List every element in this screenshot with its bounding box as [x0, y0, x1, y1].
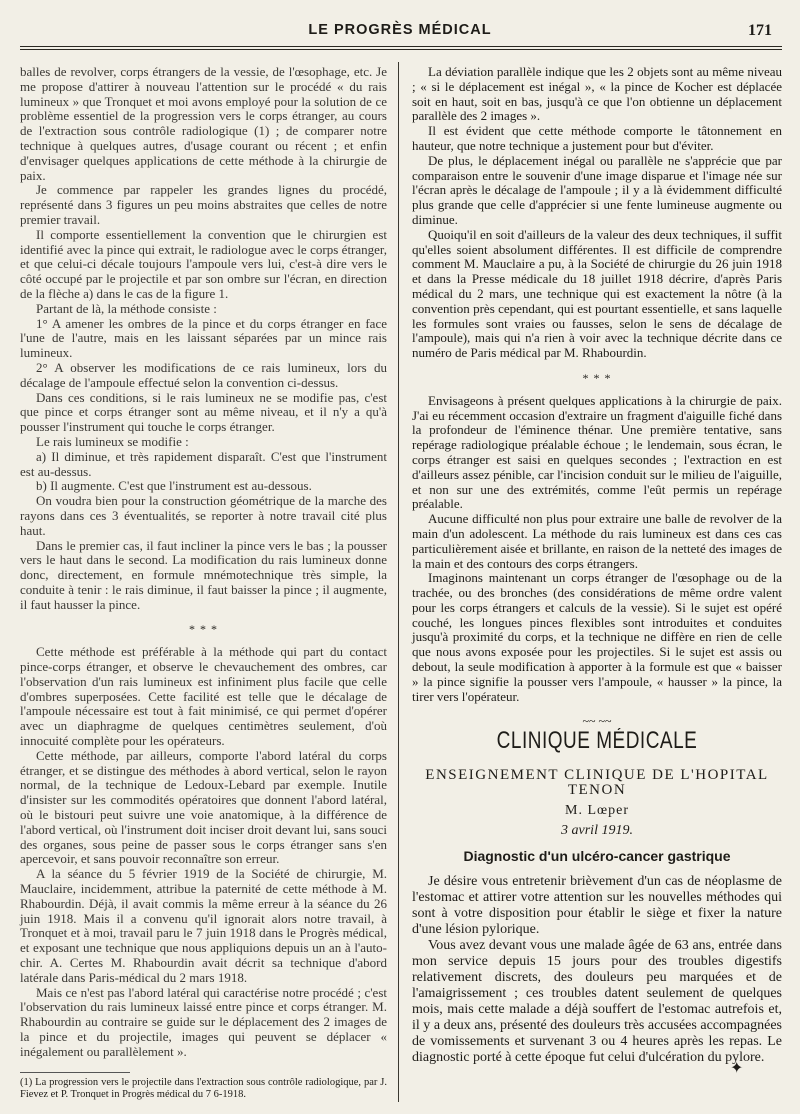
paragraph: On voudra bien pour la construction géométrique de la marche des rayons dans ces 3 éventualités, se reporter à notre travail cité plus haut.	[20, 493, 387, 538]
subsection-title: ENSEIGNEMENT CLINIQUE DE L'HOPITAL TENON	[425, 767, 769, 798]
right-column	[412, 65, 782, 1066]
paragraph: Aucune difficulté non plus pour extraire une balle de revolver de la main d'un adolescent. La méthode du rais lumineux est dans ces cas particulièrement aisée et brillante, en raison de la netteté des images de la main et des contours des corps étrangers.	[412, 511, 782, 571]
paragraph: Vous avez devant vous une malade âgée de 63 ans, entrée dans mon service depuis 15 jours pour des troubles digestifs relativement discrets, des douleurs peu marquées et de l'amaigrissement ; ces troubles datent seulement de quelques mois, mais cette malade a déjà souffert de l'estomac autrefois et, il y a deux ans, présenté des douleurs très accusées accompagnées de vomissements et survenant 3 ou 4 heures après les repas. Le diagnostic porté à cette époque fut celui d'ulcération du pylore.	[412, 938, 782, 1066]
paragraph: Dans ces conditions, si le rais lumineux ne se modifie pas, c'est que pince et corps étranger sont au même niveau, et il n'y a qu'à pousser l'instrument qui touche le corps étranger.	[20, 389, 387, 435]
paragraph: De plus, le déplacement inégal ou parallèle ne s'apprécie que par comparaison entre le souvenir d'une image disparue et l'image née sur l'écran après le décalage de l'ampoule ; il y a là évidemment difficulté plus grande que celle d'apprécier si une fente lumineuse augmente ou diminue.	[412, 152, 782, 227]
paragraph: Envisageons à présent quelques applications à la chirurgie de paix. J'ai eu récemment occasion d'extraire un fragment d'aiguille fiché dans la profondeur de l'éminence thénar. Une première tentative, sans repérage radiologique préalable échoue ; le lendemain, sous écran, le corps étranger est saisi en quelques secondes ; l'extraction en est d'ailleurs assez pénible, car l'incision conduit sur le milieu de l'aiguille, et non sur une des extrémités, comme l'eût permis un repérage préalable.	[412, 392, 782, 512]
paragraph: a) Il diminue, et très rapidement disparaît. C'est que l'instrument est au-dessus.	[20, 448, 387, 479]
footnote-rule	[20, 1072, 130, 1073]
paragraph: Je commence par rappeler les grandes lignes du procédé, représenté dans 3 figures un peu moins abstraites que celles de notre premier travail.	[20, 182, 387, 227]
paragraph: A la séance du 5 février 1919 de la Société de chirurgie, M. Mauclaire, incidemment, attribue la paternité de cette méthode à M. Rhabourdin. Déjà, il avait commis la même erreur à la séance du 26 juin 1918. Mais il a convenu qu'il ignorait alors notre travail, à Tronquet et à moi, travail paru le 7 juin 1918 dans le Progrès médical, et exposant une technique que nous appliquions depuis un an à l'auto-chir. A. Certes M. Rhabourdin avait décrit sa technique d'abord latérale dans Paris-médical du 2 mars 1918.	[20, 866, 387, 985]
footnote: (1) La progression vers le projectile dans l'extraction sous contrôle radiologique, par J. Fievez et P. Tronquet in Progrès médical du 7 6-1918.	[20, 1076, 387, 1100]
author: M. Lœper	[565, 802, 629, 818]
section-stars: * * *	[189, 622, 218, 637]
paragraph: Imaginons maintenant un corps étranger de l'œsophage ou de la trachée, ou des bronches (des considérations de même ordre valent pour les corps étrangers et calculs de la vessie). Si le sujet est opéré couché, les longues pinces flexibles sont introduites et conduites jusqu'à proximité du corps, et la technique ne diffère en rien de celle que nous avons exposée pour les projectiles. Si le sujet est assis ou debout, la seule modification à apporter à la formule est que « baisser » la pince signifie la pousser vers l'ampoule, « hausser » la pince, la tirer vers l'opérateur.	[412, 570, 782, 704]
paragraph: 2° A observer les modifications de ce rais lumineux, lors du décalage de l'ampoule effectué selon la convention ci-dessus.	[20, 359, 387, 390]
running-title: LE PROGRÈS MÉDICAL	[308, 22, 492, 38]
left-column	[20, 65, 387, 1101]
end-ornament-icon: ✦	[730, 1060, 744, 1077]
paragraph: Il est évident que cette méthode comporte le tâtonnement en hauteur, que notre technique a justement pour but d'éviter.	[412, 123, 782, 153]
paragraph: Cette méthode, par ailleurs, comporte l'abord latéral du corps étranger, et se distingue des méthodes à abord vertical, selon le rayon normal, de la technique de Ledoux-Lebard par exemple. Inutile d'insister sur les commodités opératoires que donnent l'abord latéral, où le bistouri peut suivre une voie anatomique, à la différence de l'abord vertical, où l'instrument doit inciser droit devant lui, sans souci des organes, sous peine de passer sous le corps étranger sans s'en apercevoir, et sans pouvoir reconnaître son erreur.	[20, 747, 387, 867]
ornament-divider: ~~ ~~	[582, 714, 612, 729]
section-stars: * * *	[582, 370, 612, 385]
paragraph: Je désire vous entretenir brièvement d'un cas de néoplasme de l'estomac et attirer votre attention sur les nouvelles méthodes qui sont à votre disposition pour établir le siège et fixer la nature d'une lésion pylorique.	[412, 874, 782, 938]
article-body	[412, 874, 782, 1066]
paragraph: b) Il augmente. C'est que l'instrument est au-dessous.	[36, 478, 312, 494]
paragraph: Il comporte essentiellement la convention que le chirurgien est identifié avec la pince qui extrait, le radiologue avec le corps étranger, et que celui-ci décale toujours l'ampoule vers lui, c'est-à dire vers le côté occupé par le projectile et par son ombre sur l'écran, en direction de la flèche a) dans le cas de la figure 1.	[20, 226, 387, 301]
page-number: 171	[748, 22, 772, 39]
page-header	[0, 22, 800, 46]
paragraph: Dans le premier cas, il faut incliner la pince vers le bas ; la pousser vers le haut dans le second. La modification du rais lumineux donne donc, directement, en formule mnémotechnique très simple, la conduite à tenir : le rais diminue, il faut baisser la pince ; il augmente, il faut hausser la pince.	[20, 537, 387, 612]
section-title: CLINIQUE MÉDICALE	[496, 728, 698, 755]
paragraph: balles de revolver, corps étrangers de la vessie, de l'œsophage, etc. Je me propose d'attirer à nouveau l'attention sur le procédé « du rais lumineux » que Tronquet et moi avons employé pour la solution de ce problème essentiel de la progression vers le corps étranger, au cours de l'extraction sous contrôle radiologique (1) ; de comparer notre technique à quelques autres, d'usage courant ou récent ; et enfin d'envisager quelques applications de cette méthode à la chirurgie de paix.	[20, 64, 387, 183]
article-date: 3 avril 1919.	[561, 823, 633, 839]
paragraph: Le rais lumineux se modifie :	[36, 433, 189, 449]
paragraph: Mais ce n'est pas l'abord latéral qui caractérise notre procédé ; c'est l'observation du rais lumineux laissé entre pince et corps étranger. M. Rhabourdin au contraire se guide sur le déplacement des 2 images de la pince et du projectile, images qui peuvent se déplacer « inégalement ou parallèlement ».	[20, 984, 387, 1059]
paragraph: Quoiqu'il en soit d'ailleurs de la valeur des deux techniques, il suffit qu'elles soient absolument différentes. Il est difficile de comprendre comment M. Mauclaire a pu, à la Société de chirurgie du 26 juin 1918 et dans la Presse médicale du 18 juillet 1918 décrire, d'après Paris médical du 2 mars, une technique qui est exactement la nôtre (à la convention près cependant, qui est pourtant essentielle, et sans laquelle les formules sont vraies ou fausses, selon le sens de décalage de l'ampoule), mais qui n'a rien à voir avec la technique décrite dans ce numéro de Paris médical par M. Rhabourdin.	[412, 226, 782, 361]
paragraph: 1° A amener les ombres de la pince et du corps étranger en face l'une de l'autre, mais en les laissant séparées par un mince rais lumineux.	[20, 315, 387, 361]
paragraph: La déviation parallèle indique que les 2 objets sont au même niveau ; « si le déplacement est inégal », « la pince de Kocher est déplacée soit en haut, soit en bas, jusqu'à ce que l'on obtienne un déplacement parallèle des 2 images ».	[412, 64, 782, 124]
header-rule-bottom	[20, 49, 782, 50]
article-title: Diagnostic d'un ulcéro-cancer gastrique	[463, 848, 731, 865]
column-divider	[398, 62, 399, 1102]
paragraph: Cette méthode est préférable à la méthode qui part du contact pince-corps étranger, et observe le chevauchement des ombres, car l'observation d'un rais lumineux est infiniment plus facile que celle d'ombres superposées. Cette facilité est telle que le décalage de l'ampoule nécessaire est tout à fait minimisé, ce qui permet d'opérer avec un diaphragme de quelques centimètres seulement, d'où innocuité complète pour les opérateurs.	[20, 644, 387, 749]
paragraph: Partant de là, la méthode consiste :	[36, 300, 217, 316]
header-rule-top	[20, 46, 782, 47]
